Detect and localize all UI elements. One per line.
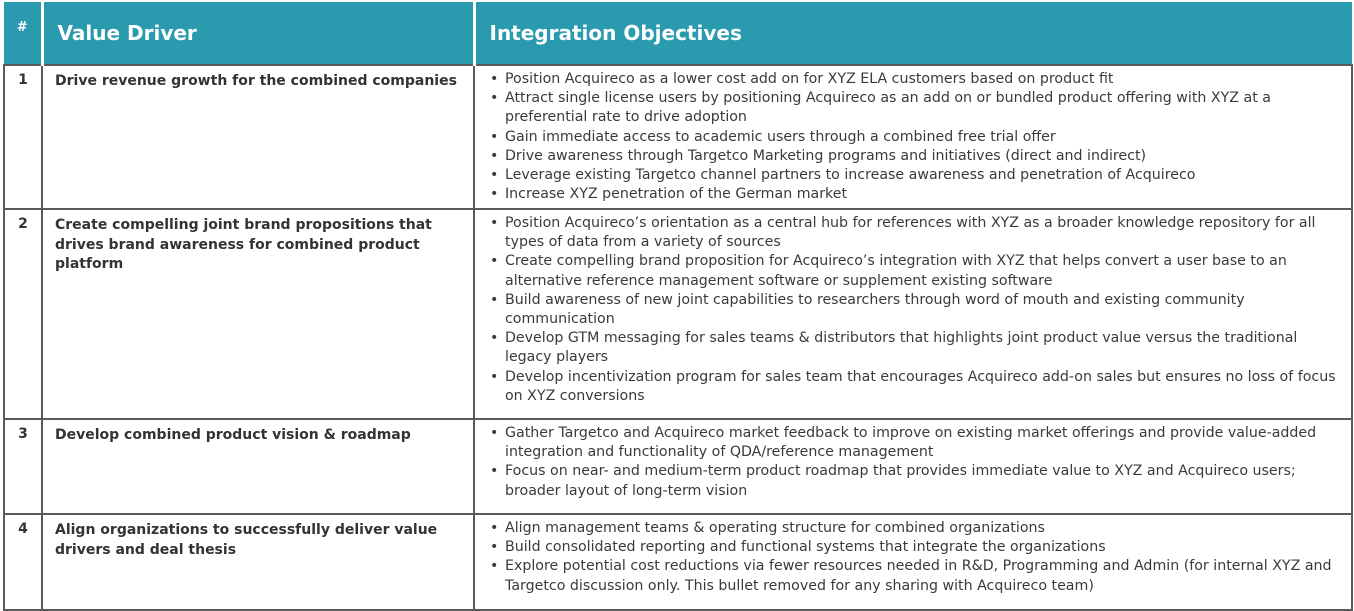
objective-item: • Gain immediate access to academic users through a combined free trial offer xyxy=(485,128,1341,147)
row-number: 1 xyxy=(4,65,42,209)
table-row xyxy=(4,419,1352,514)
objective-item: • Explore potential cost reductions via fewer resources needed in R&D, Programming and Admin (for internal XYZ and Targetco discussion only. This bullet removed for any sharing with Acquireco team) xyxy=(485,557,1341,595)
objective-item: • Align management teams & operating structure for combined organizations xyxy=(485,519,1341,538)
objectives-cell xyxy=(474,209,1352,419)
row-number: 3 xyxy=(4,419,42,514)
header-value-driver: Value Driver xyxy=(42,2,474,65)
objective-item: • Build awareness of new joint capabilities to researchers through word of mouth and existing community communication xyxy=(485,291,1341,329)
objective-item: • Attract single license users by positioning Acquireco as an add on or bundled product offering with XYZ at a preferential rate to drive adoption xyxy=(485,89,1341,127)
row-number: 4 xyxy=(4,514,42,610)
table-row xyxy=(4,65,1352,209)
row-number: 2 xyxy=(4,209,42,419)
header-integration-objectives: Integration Objectives xyxy=(474,2,1352,65)
table-row xyxy=(4,514,1352,610)
table-header xyxy=(4,2,1352,65)
objectives-cell xyxy=(474,514,1352,610)
objective-item: • Position Acquireco’s orientation as a central hub for references with XYZ as a broader knowledge repository for all types of data from a variety of sources xyxy=(485,214,1341,252)
objectives-list xyxy=(485,70,1341,204)
header-row xyxy=(4,2,1352,65)
objective-item: • Drive awareness through Targetco Marketing programs and initiatives (direct and indirect) xyxy=(485,147,1341,166)
objective-item: • Position Acquireco as a lower cost add on for XYZ ELA customers based on product fit xyxy=(485,70,1341,89)
value-driver-cell: Drive revenue growth for the combined companies xyxy=(42,65,474,209)
objectives-list xyxy=(485,424,1341,501)
table-row xyxy=(4,209,1352,419)
objective-item: • Gather Targetco and Acquireco market feedback to improve on existing market offerings and provide value-added integration and functionality of QDA/reference management xyxy=(485,424,1341,462)
header-number: # xyxy=(4,2,42,65)
value-driver-cell: Develop combined product vision & roadmap xyxy=(42,419,474,514)
objective-item: • Create compelling brand proposition for Acquireco’s integration with XYZ that helps convert a user base to an alternative reference management software or supplement existing software xyxy=(485,252,1341,290)
objective-item: • Build consolidated reporting and functional systems that integrate the organizations xyxy=(485,538,1341,557)
objective-item: • Increase XYZ penetration of the German market xyxy=(485,185,1341,204)
objectives-list xyxy=(485,519,1341,596)
objective-item: • Develop GTM messaging for sales teams & distributors that highlights joint product value versus the traditional legacy players xyxy=(485,329,1341,367)
value-driver-cell: Align organizations to successfully deliver value drivers and deal thesis xyxy=(42,514,474,610)
objective-item: • Leverage existing Targetco channel partners to increase awareness and penetration of Acquireco xyxy=(485,166,1341,185)
objective-item: • Develop incentivization program for sales team that encourages Acquireco add-on sales but ensures no loss of focus on XYZ conversions xyxy=(485,368,1341,406)
value-driver-table xyxy=(3,2,1353,611)
value-driver-cell: Create compelling joint brand propositions that drives brand awareness for combined product platform xyxy=(42,209,474,419)
objectives-cell xyxy=(474,419,1352,514)
table-body xyxy=(4,65,1352,610)
objective-item: • Focus on near- and medium-term product roadmap that provides immediate value to XYZ and Acquireco users; broader layout of long-term vision xyxy=(485,462,1341,500)
objectives-list xyxy=(485,214,1341,406)
objectives-cell xyxy=(474,65,1352,209)
